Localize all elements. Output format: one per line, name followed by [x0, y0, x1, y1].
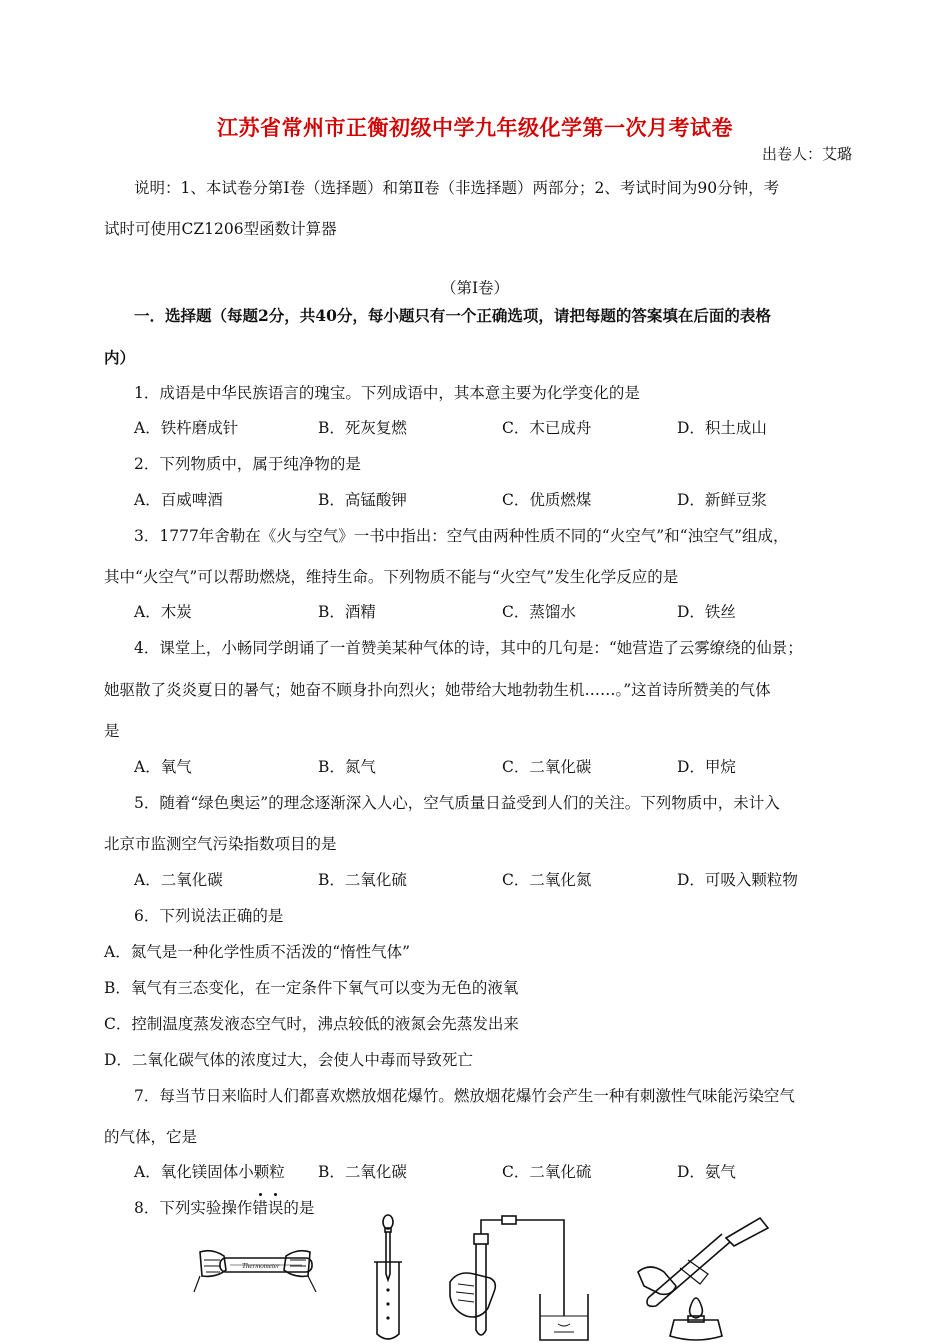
option-b: B．高锰酸钾	[318, 491, 407, 509]
option-a: A．铁杵磨成针	[134, 419, 239, 437]
instructions-line-1: 说明：1、本试卷分第Ⅰ卷（选择题）和第Ⅱ卷（非选择题）两部分；2、考试时间为90分钟，考	[134, 179, 780, 197]
option-b: B．死灰复燃	[318, 419, 407, 437]
option-c: C．木已成舟	[502, 419, 592, 437]
heating-test-tube-figure	[630, 1212, 790, 1344]
emphasis-char: 错	[252, 1199, 268, 1217]
option-b: B．二氧化碳	[318, 1163, 407, 1181]
option-d: D．积土成山	[677, 419, 767, 437]
question-4-stem-line-1: 4．课堂上，小畅同学朗诵了一首赞美某种气体的诗，其中的几句是：“她营造了云雾缭绕的仙景；	[134, 639, 803, 657]
option-a: A．百威啤酒	[134, 491, 223, 509]
question-6-stem: 6．下列说法正确的是	[134, 907, 284, 925]
option-c: C．蒸馏水	[502, 603, 576, 621]
section-heading-line-2: 内）	[104, 348, 136, 367]
option-c: C．二氧化氮	[502, 871, 592, 889]
thermometer-reading-figure	[190, 1212, 320, 1344]
dropper-figure	[360, 1212, 420, 1344]
option-b: B．氮气	[318, 758, 376, 776]
question-6-choice-d: D．二氧化碳气体的浓度过大，会使人中毒而导致死亡	[104, 1051, 473, 1069]
airtightness-check-figure	[440, 1212, 590, 1344]
instructions-line-2: 试时可使用CZ1206型函数计算器	[104, 220, 337, 238]
emphasis-char: 误	[267, 1199, 284, 1217]
option-a: A．木炭	[134, 603, 192, 621]
question-2-stem: 2．下列物质中，属于纯净物的是	[134, 455, 361, 473]
thermometer-label: Thermometer	[242, 1262, 280, 1270]
option-c: C．优质燃煤	[502, 491, 592, 509]
option-d: D．可吸入颗粒物	[677, 871, 798, 889]
section-heading-line-1: 一．选择题（每题2分，共40分，每小题只有一个正确选项，请把每题的答案填在后面的表格	[134, 306, 771, 325]
option-b: B．酒精	[318, 603, 376, 621]
question-1-stem: 1．成语是中华民族语言的瑰宝。下列成语中，其本意主要为化学变化的是	[134, 384, 640, 402]
question-3-stem-line-1: 3．1777年舍勒在《火与空气》一书中指出：空气由两种性质不同的“火空气”和“浊空气”组成，	[134, 527, 789, 545]
question-7-stem-line-2: 的气体，它是	[104, 1128, 198, 1146]
option-d: D．氨气	[677, 1163, 736, 1181]
option-c: C．二氧化碳	[502, 758, 592, 776]
question-5-stem-line-1: 5．随着“绿色奥运”的理念逐渐深入人心，空气质量日益受到人们的关注。下列物质中，未计入	[134, 794, 780, 812]
option-d: D．铁丝	[677, 603, 736, 621]
question-8-stem: 8．下列实验操作错误的是	[134, 1199, 315, 1217]
option-d: D．甲烷	[677, 758, 736, 776]
author-line: 出卷人：艾璐	[761, 145, 852, 163]
question-4-stem-line-2: 她驱散了炎炎夏日的暑气；她奋不顾身扑向烈火；她带给大地勃勃生机……。”这首诗所赞美的气体	[104, 681, 771, 699]
question-6-choice-a: A．氮气是一种化学性质不活泼的“惰性气体”	[104, 943, 411, 961]
question-7-stem-line-1: 7．每当节日来临时人们都喜欢燃放烟花爆竹。燃放烟花爆竹会产生一种有刺激性气味能污染空气	[134, 1087, 795, 1105]
option-a: A．氧化镁固体小颗粒	[134, 1163, 285, 1181]
exam-title: 江苏省常州市正衡初级中学九年级化学第一次月考试卷	[217, 115, 733, 140]
question-6-choice-c: C．控制温度蒸发液态空气时，沸点较低的液氮会先蒸发出来	[104, 1015, 519, 1033]
question-3-stem-line-2: 其中“火空气”可以帮助燃烧，维持生命。下列物质不能与“火空气”发生化学反应的是	[104, 568, 679, 586]
question-6-choice-b: B．氧气有三态变化，在一定条件下氧气可以变为无色的液氧	[104, 979, 519, 997]
option-a: A．氧气	[134, 758, 192, 776]
question-4-stem-line-3: 是	[104, 722, 120, 740]
question-8-figures	[190, 1212, 790, 1344]
part-one-label: （第Ⅰ卷）	[440, 279, 510, 297]
option-c: C．二氧化硫	[502, 1163, 592, 1181]
option-d: D．新鲜豆浆	[677, 491, 767, 509]
option-b: B．二氧化硫	[318, 871, 407, 889]
question-5-stem-line-2: 北京市监测空气污染指数项目的是	[104, 835, 337, 853]
option-a: A．二氧化碳	[134, 871, 223, 889]
